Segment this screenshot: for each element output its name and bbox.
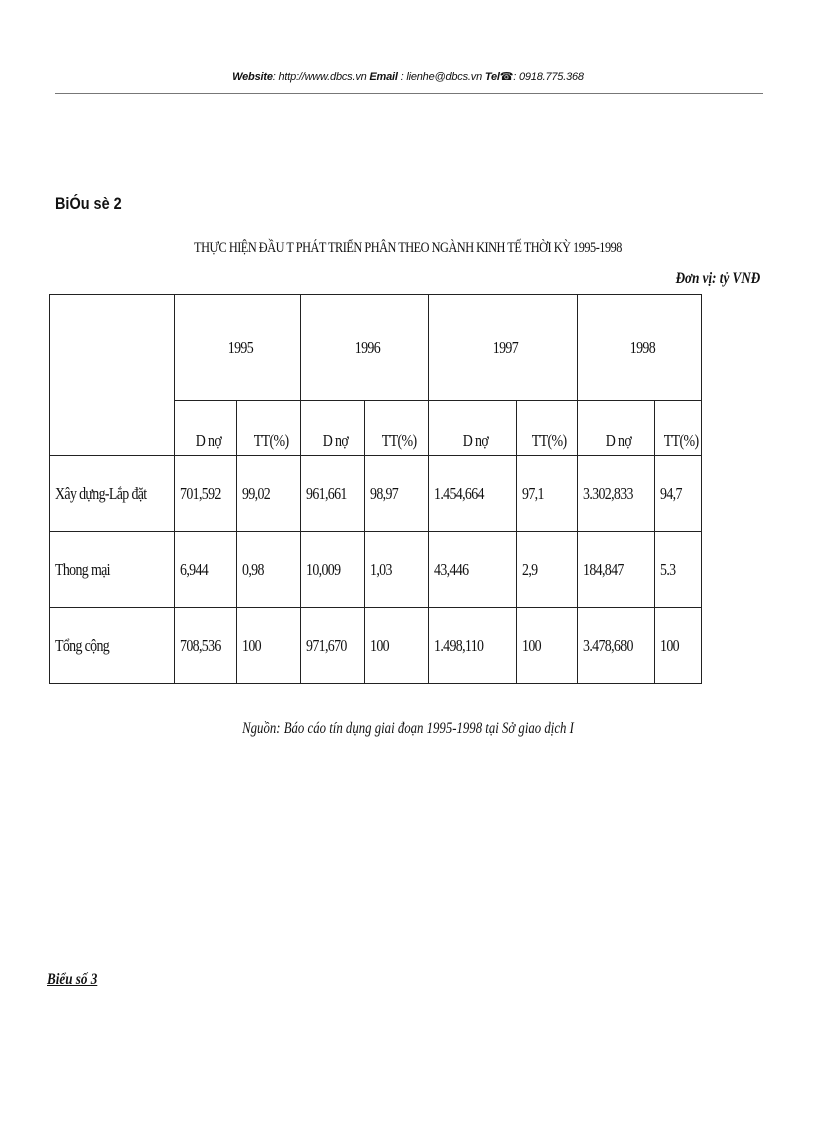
table-cell: 2,9 [517, 532, 578, 608]
table-cell: 1,03 [365, 532, 429, 608]
tel-label: Tel [484, 71, 500, 83]
website-value[interactable]: : http://www.dbcs.vn [272, 71, 370, 83]
row-label: Tổng cộng [50, 608, 175, 684]
table-cell: 100 [517, 608, 578, 684]
table-cell: 98,97 [365, 456, 429, 532]
year-header-1995: 1995 [175, 295, 301, 401]
table-cell: 10,009 [301, 532, 365, 608]
year-header-1996: 1996 [301, 295, 429, 401]
sub-header-share: TT(%) [365, 401, 429, 456]
investment-table [49, 294, 702, 684]
year-header-row [50, 295, 702, 401]
row-label: Xây dựng-Lắp đặt [50, 456, 175, 532]
table-cell: 6,944 [175, 532, 237, 608]
sub-header-debt: D nợ [429, 401, 517, 456]
table-row [50, 608, 702, 684]
unit-label: Đơn vị: tỷ VNĐ [675, 270, 760, 287]
table-title: THỰC HIỆN ĐẦU T PHÁT TRIỂN PHÂN THEO NGÀNH KINH TẾ THỜI KỲ 1995-1998 [194, 240, 622, 256]
sub-header-debt: D nợ [175, 401, 237, 456]
header-divider [55, 93, 763, 94]
table-cell: 5.3 [655, 532, 702, 608]
table-row [50, 532, 702, 608]
table-cell: 1.498,110 [429, 608, 517, 684]
email-label: Email [369, 71, 398, 83]
table-cell: 1.454,664 [429, 456, 517, 532]
table-cell: 3.302,833 [578, 456, 655, 532]
tel-value: ☎: 0918.775.368 [499, 71, 584, 83]
empty-corner-cell [50, 295, 175, 456]
sub-header-share: TT(%) [237, 401, 301, 456]
table-cell: 701,592 [175, 456, 237, 532]
table-cell: 100 [655, 608, 702, 684]
table-cell: 100 [237, 608, 301, 684]
year-header-1998: 1998 [578, 295, 702, 401]
table-cell: 3.478,680 [578, 608, 655, 684]
sub-header-debt: D nợ [578, 401, 655, 456]
website-label: Website [232, 71, 273, 83]
table-cell: 961,661 [301, 456, 365, 532]
email-value[interactable]: : lienhe@dbcs.vn [397, 71, 485, 83]
row-label: Thong mại [50, 532, 175, 608]
source-note: Nguồn: Báo cáo tín dụng giai đoạn 1995-1998 tại Sở giao dịch I [242, 720, 574, 737]
table-cell: 0,98 [237, 532, 301, 608]
table-row [50, 456, 702, 532]
table-cell: 100 [365, 608, 429, 684]
table-cell: 97,1 [517, 456, 578, 532]
table-cell: 99,02 [237, 456, 301, 532]
next-chart-label: Biểu số 3 [47, 971, 98, 988]
table-cell: 94,7 [655, 456, 702, 532]
table-cell: 43,446 [429, 532, 517, 608]
table-cell: 184,847 [578, 532, 655, 608]
page-header [0, 70, 816, 83]
sub-header-share: TT(%) [517, 401, 578, 456]
table-cell: 971,670 [301, 608, 365, 684]
chart-label: BiÓu sè 2 [55, 194, 122, 213]
sub-header-share: TT(%) [655, 401, 702, 456]
year-header-1997: 1997 [429, 295, 578, 401]
sub-header-debt: D nợ [301, 401, 365, 456]
table-cell: 708,536 [175, 608, 237, 684]
